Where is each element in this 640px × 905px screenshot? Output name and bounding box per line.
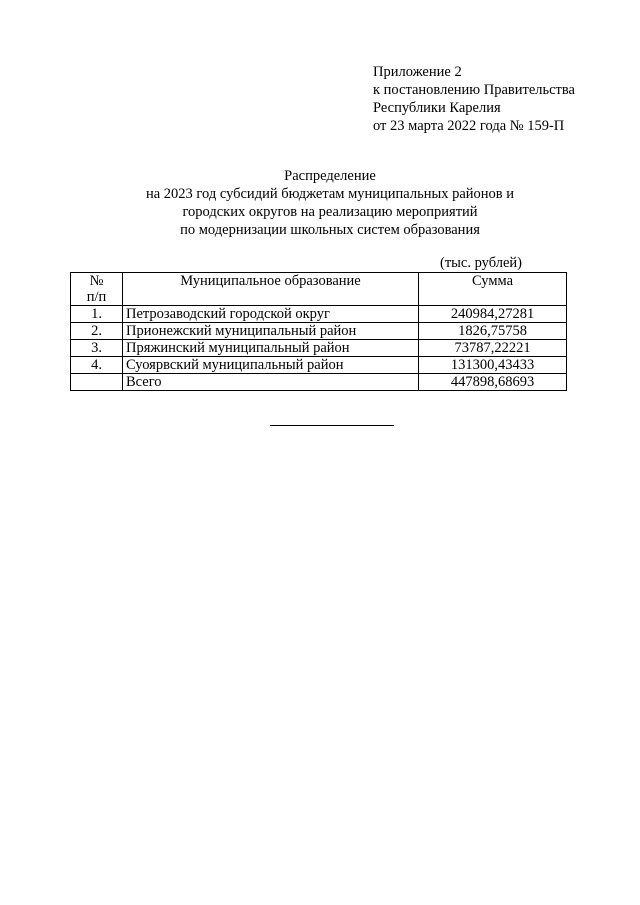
closing-divider xyxy=(270,425,394,426)
title-line-3: городских округов на реализацию мероприятий xyxy=(182,204,478,220)
row-number: 1. xyxy=(71,306,123,323)
header-number-line-1: № xyxy=(89,273,104,289)
header-number xyxy=(71,273,123,306)
title-line-1: Распределение xyxy=(284,168,376,184)
total-label: Всего xyxy=(123,374,419,391)
header-sum: Сумма xyxy=(419,273,567,306)
row-municipality: Петрозаводский городской округ xyxy=(123,306,419,323)
table-row xyxy=(71,306,567,323)
appendix-line-4: от 23 марта 2022 года № 159-П xyxy=(373,118,565,134)
table-row xyxy=(71,323,567,340)
row-sum: 1826,75758 xyxy=(419,323,567,340)
units-label: (тыс. рублей) xyxy=(440,255,522,271)
row-municipality: Прионежский муниципальный район xyxy=(123,323,419,340)
total-number xyxy=(71,374,123,391)
row-number: 4. xyxy=(71,357,123,374)
title-line-2: на 2023 год субсидий бюджетам муниципальных районов и xyxy=(145,186,515,202)
table-row xyxy=(71,340,567,357)
title-line-4: по модернизации школьных систем образования xyxy=(180,222,480,238)
distribution-table xyxy=(70,272,567,391)
document-title xyxy=(100,167,560,239)
table-header-row xyxy=(71,273,567,306)
row-sum: 240984,27281 xyxy=(419,306,567,323)
total-sum: 447898,68693 xyxy=(419,374,567,391)
appendix-line-1: Приложение 2 xyxy=(373,64,462,80)
appendix-header xyxy=(373,63,575,135)
row-number: 3. xyxy=(71,340,123,357)
row-number: 2. xyxy=(71,323,123,340)
row-sum: 73787,22221 xyxy=(419,340,567,357)
table-total-row xyxy=(71,374,567,391)
row-municipality: Суоярвский муниципальный район xyxy=(123,357,419,374)
header-number-line-2: п/п xyxy=(86,289,107,305)
header-municipality: Муниципальное образование xyxy=(123,273,419,306)
appendix-line-2: к постановлению Правительства xyxy=(373,82,575,98)
row-sum: 131300,43433 xyxy=(419,357,567,374)
row-municipality: Пряжинский муниципальный район xyxy=(123,340,419,357)
table-row xyxy=(71,357,567,374)
appendix-line-3: Республики Карелия xyxy=(373,100,501,116)
